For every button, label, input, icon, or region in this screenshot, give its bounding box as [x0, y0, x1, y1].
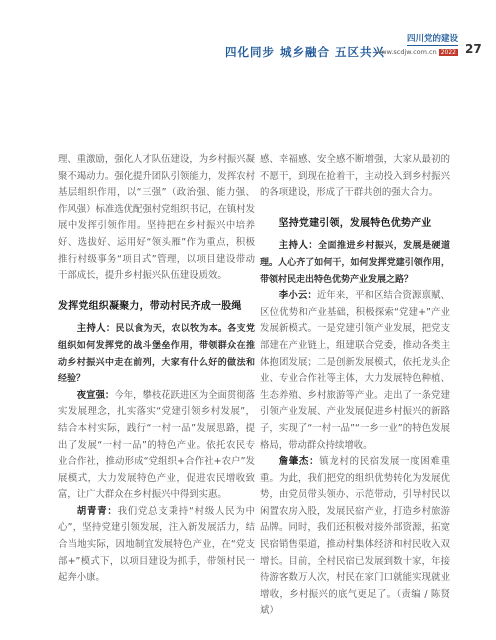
- right-column: [260, 152, 450, 620]
- host-question-text: 民以食为天，农以牧为本。各支党组织如何发挥党的战斗堡垒作用，带领群众在推动乡村振兴中走在前列，大家有什么好的做法和经验？: [58, 324, 255, 385]
- speaker-4-paragraph: [260, 454, 450, 620]
- publication-url: www.scdjw.com.cn: [375, 48, 437, 56]
- speaker-2-name: 胡青青：: [76, 505, 118, 517]
- speaker-3-text: 近年来，平和区结合资源禀赋、区位优势和产业基础，积极探索“党建+”产业发展新模式。一是党建引领产业发展，把党支部建在产业链上，组建联合党委，推动各类主体抱团发展；二是创新发展模式，依托龙头企业、专业合作社等主体，大力发展特色种植、生态养殖、乡村旅游等产业。走出了一条党建引领产业发展、产业发展促进乡村振兴的新路子，实现了“一村一品”“一乡一业”的特色发展格局，带动群众持续增收。: [260, 290, 450, 451]
- host-question-2: [260, 238, 450, 288]
- publication-url-line: [376, 48, 458, 56]
- speaker-1-paragraph: [58, 388, 255, 504]
- header-subtitle: 四化同步 城乡融合 五区共兴: [225, 45, 386, 59]
- publication-name: 四川党的建设: [406, 34, 458, 44]
- speaker-4-name: 詹肇杰：: [278, 456, 320, 468]
- host-label: 主持人：: [278, 240, 319, 252]
- speaker-2-paragraph: [58, 504, 255, 587]
- speaker-2-text: 我们党总支秉持“村级人民为中心”，坚持党建引领发展，注入新发展活力，结合当地实际，因地制宜发展特色产业，在“党支部+”模式下，以项目建设为抓手，带领村民一起奔小康。: [58, 505, 255, 584]
- speaker-1-name: 夜宣强：: [76, 389, 115, 401]
- section-title-1: 发挥党组织凝聚力，带动村民齐成一股绳: [58, 300, 242, 312]
- host-label: 主持人：: [76, 323, 116, 335]
- publication-block: [376, 26, 458, 56]
- section-title-2: 坚持党建引领，发展特色优势产业: [278, 217, 432, 229]
- page-number: 27: [465, 42, 482, 56]
- editor-sign: （责编 / 陈贤斌）: [260, 588, 450, 617]
- speaker-3-name: 李小云：: [278, 290, 317, 302]
- speaker-4-text: 镇龙村的民宿发展一度困难重重。为此，我们把党的组织优势转化为发展优势，由党员带头领办、示范带动，引导村民以闲置农房入股，发展民宿产业，打造乡村旅游品牌。同时，我们还积极对接外部资源，拓宽民宿销售渠道，推动村集体经济和村民收入双增长。目前，全村民宿已发展到数十家，年接待游客数万人次，村民在家门口就能实现就业增收，乡村振兴的底气更足了。: [260, 456, 450, 600]
- speaker-1-text: 今年，攀枝花跃进区为全面贯彻落实发展理念，扎实落实“党建引领乡村发展”，结合本村实际，践行“一村一品”发展思路，提出了发展“一村一品”的特色产业。依托农民专业合作社，推动形成“党组织+合作社+农户”发展模式，大力发展特色产业，促进农民增收致富，让广大群众在乡村振兴中得到实惠。: [58, 389, 255, 501]
- right-paragraph-0: 感、幸福感、安全感不断增强，大家从最初的不愿干，到现在抢着干，主动投入到乡村振兴的各项建设，形成了干群共创的强大合力。: [260, 154, 450, 199]
- host-question-text: 全面推进乡村振兴，发展是硬道理。人心齐了如何干，如何发挥党建引领作用，带领村民走出特色优势产业发展之路？: [260, 241, 450, 285]
- speaker-3-paragraph: [260, 288, 450, 454]
- left-column: [58, 152, 255, 587]
- left-paragraph-1: 理、重激励，强化人才队伍建设，为乡村振兴凝聚不竭动力。强化提升团队引领能力，发挥农村基层组织作用，以“三强”（政治强、能力强、作风强）标准选优配强村党组织书记，在镇村发展中发挥引领作用。坚持把在乡村振兴中培养好、选拔好、运用好“领头雁”作为重点，积极推行村级事务“项目式”管理，以项目建设带动干部成长，提升乡村振兴队伍建设质效。: [58, 154, 255, 282]
- issue-badge: 2022: [440, 49, 456, 56]
- host-question-1: [58, 321, 255, 387]
